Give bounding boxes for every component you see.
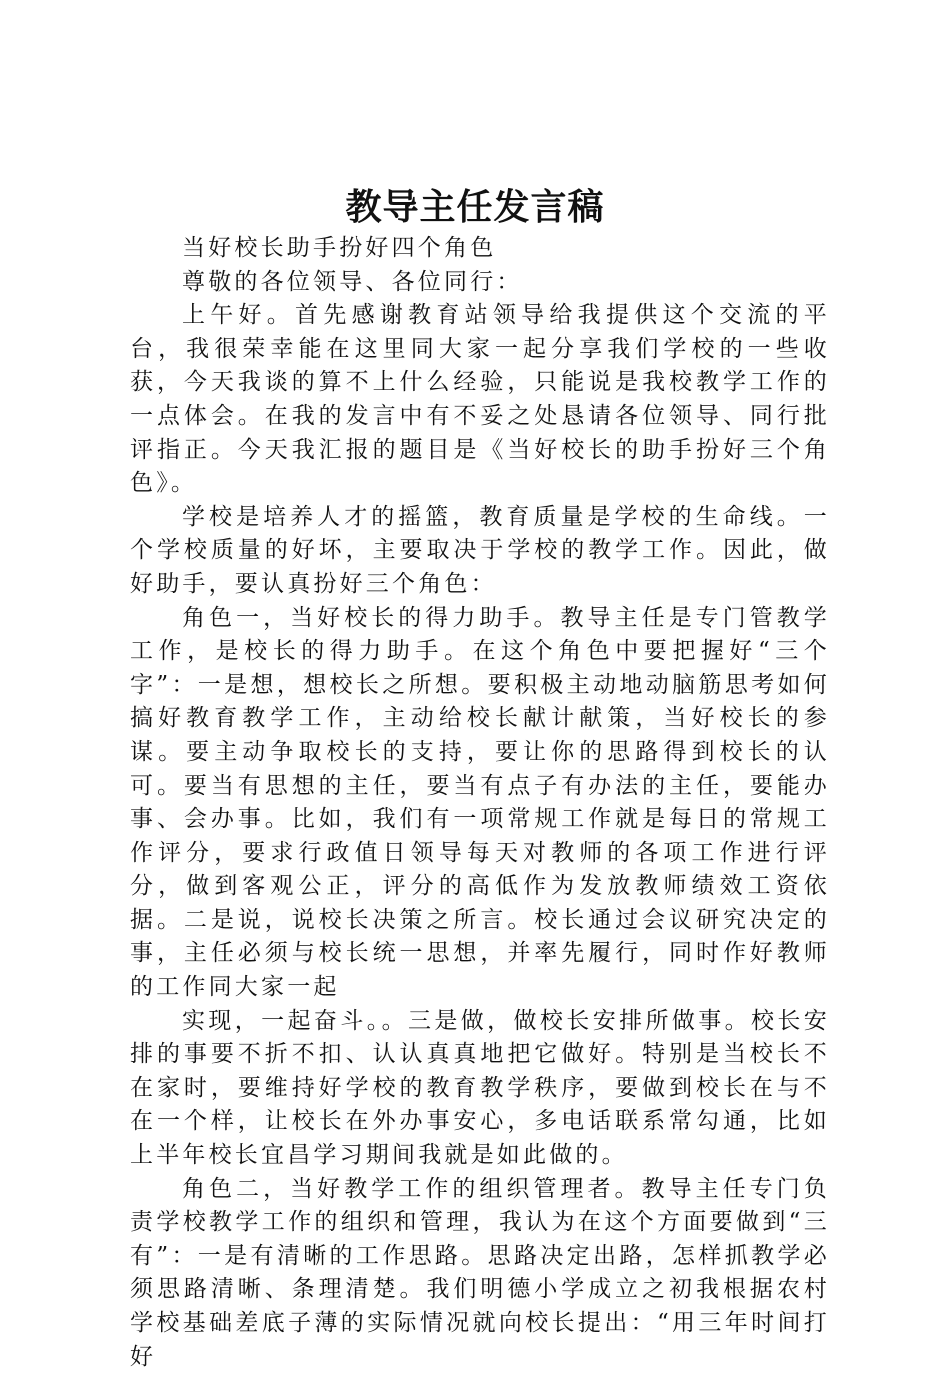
subtitle-paragraph: 当好校长助手扮好四个角色 (182, 235, 497, 261)
body-paragraph: 角色二，当好教学工作的组织管理者。教导主任专门负责学校教学工作的组织和管理，我认为在这个方面要做到“三有”：一是有清晰的工作思路。思路决定出路，怎样抓教学必须思路清晰、条理清楚。我们明德小学成立之初我根据农村学校基础差底子薄的实际情况就向校长提出：“用三年时间打好 (130, 1175, 830, 1370)
body-paragraph: 实现，一起奋斗。。三是做，做校长安排所做事。校长安排的事要不折不扣、认认真真地把它做好。特别是当校长不在家时，要维持好学校的教育教学秩序，要做到校长在与不在一个样，让校长在外办事安心，多电话联系常勾通，比如上半年校长宜昌学习期间我就是如此做的。 (130, 1007, 830, 1169)
body-paragraph: 角色一，当好校长的得力助手。教导主任是专门管教学工作，是校长的得力助手。在这个角色中要把握好“三个字”：一是想，想校长之所想。要积极主动地动脑筋思考如何搞好教育教学工作，主动给校长献计献策，当好校长的参谋。要主动争取校长的支持，要让你的思路得到校长的认可。要当有思想的主任，要当有点子有办法的主任，要能办事、会办事。比如，我们有一项常规工作就是每日的常规工作评分，要求行政值日领导每天对教师的各项工作进行评分，做到客观公正，评分的高低作为发放教师绩效工资依据。二是说，说校长决策之所言。校长通过会议研究决定的事，主任必须与校长统一思想，并率先履行，同时作好教师的工作同大家一起 (130, 604, 830, 1001)
document-title: 教导主任发言稿 (345, 187, 605, 228)
body-paragraph: 上午好。首先感谢教育站领导给我提供这个交流的平台，我很荣幸能在这里同大家一起分享我们学校的一些收获，今天我谈的算不上什么经验，只能说是我校教学工作的一点体会。在我的发言中有不妥之处恳请各位领导、同行批评指正。今天我汇报的题目是《当好校长的助手扮好三个角色》。 (130, 302, 830, 497)
salutation-paragraph: 尊敬的各位领导、各位同行： (182, 268, 523, 295)
document-body (130, 232, 830, 1374)
body-paragraph: 学校是培养人才的摇篮，教育质量是学校的生命线。一个学校质量的好坏，主要取决于学校的教学工作。因此，做好助手，要认真扮好三个角色： (130, 503, 830, 597)
